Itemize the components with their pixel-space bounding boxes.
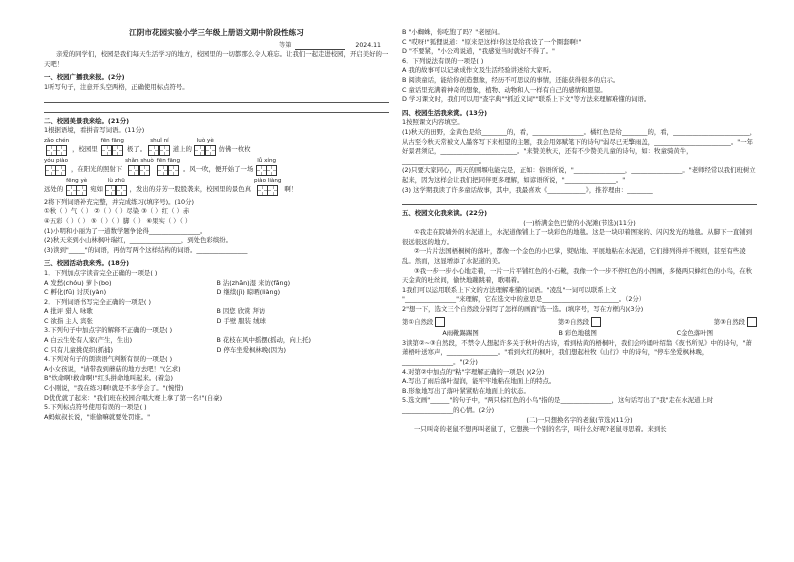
answer-box[interactable] xyxy=(435,317,445,327)
pinyin-label: fēn fāng xyxy=(100,137,124,144)
choice[interactable]: C金色落叶图 xyxy=(676,329,714,338)
section-4-title: 四、校园生活我来赏。(13分) xyxy=(402,108,488,117)
fill-row-2: ④五彩（ ）（ ） ⑤（ ）（ ）脚（ ） ⑥果实（ ）（ ） xyxy=(44,216,192,225)
row-text: 啊！ xyxy=(284,185,298,194)
option[interactable]: A 白云生处有人家(产生，生出) xyxy=(44,336,133,345)
option[interactable]: A 我的故事可以记录成作文及生活经验讲述给大家听。 xyxy=(402,66,556,75)
tianzige-box[interactable] xyxy=(266,165,277,176)
tianzige-box[interactable] xyxy=(139,165,150,176)
pinyin-label: shuǐ ní xyxy=(150,137,169,144)
pinyin-label: yóu piào xyxy=(44,157,69,164)
s5-q2: 2"想一下，选文三个自然段分别写了怎样的画面"选一选。(填序号，写在方框内)(3分) xyxy=(402,305,644,314)
pinyin-row-3 xyxy=(44,178,389,196)
s4-q1: 1按照课文内容填空。 xyxy=(402,118,464,127)
grade-blank[interactable] xyxy=(295,42,345,50)
picture-choices xyxy=(402,329,757,339)
s5-q3: 3读第②~③自然段，不禁令人想起许多关于秋叶的古诗，看到枯黄的梧桐叶，我们会吟诵叶绍翁《夜书所见》中的诗句，"萧萧梧叶送寒声，________________。"看到火红的枫叶，我们想起杜牧《山行》中的诗句，"停车坐爱枫林晚，________________。"(2分) xyxy=(402,338,752,366)
row-text: 仿佛一枚枚 xyxy=(218,145,251,154)
tianzige-box[interactable] xyxy=(267,185,278,196)
option[interactable]: C 欲指 主人 宾张 xyxy=(44,316,93,325)
pinyin-group xyxy=(44,138,69,156)
tianzige-box[interactable] xyxy=(168,165,179,176)
q6: 6．下列说法有误的一项是( ) xyxy=(402,56,484,65)
s3-q4: 4.下列对句子的朗读语气判断有误的一项是( ) xyxy=(44,355,173,364)
pinyin-row-2 xyxy=(44,158,389,176)
option[interactable]: A小女孩说，"请带我到蘑菇的地方去吧！"(乞求) xyxy=(44,364,181,373)
option[interactable]: B 花枝在风中摇摆(摇动，向上托) xyxy=(216,336,311,345)
answer-box[interactable] xyxy=(591,317,601,327)
para-label: 第②自然段 xyxy=(558,317,601,328)
option[interactable]: B"炊命啊!救命啊!"红头拼命地叫起来。(着急) xyxy=(44,374,174,383)
option[interactable]: D 继续(jì) 晾晒(liàng) xyxy=(216,288,281,297)
choice[interactable]: B 彩色地毯图 xyxy=(558,329,597,338)
answer-line[interactable] xyxy=(402,197,757,205)
option[interactable]: D "不要紧，"小公鸡说道，"我感觉当时就好不得了。" xyxy=(402,47,555,56)
fill-q2: (2)秋天来到小山林枫叶瑞红，________________，到处色彩缤纷。 xyxy=(44,236,232,245)
s4-part-b: (2)只要大家同心，两天的围堰电能完是，正如：俗语所说，"________________，________________。"老师经常以我们班树立起来，因为这样会让我们把同伴更多理解，如谚语所说，"________________。" xyxy=(402,166,756,184)
pinyin-label: fēng yè xyxy=(66,177,88,184)
pinyin-label: fēn fāng xyxy=(156,157,181,164)
passage-para-3: ③我一步一步小心地走着，一片一片平铺红色的小石靴，我像一个一步不停红色的小图画，多傻两只蜂红色的小鸟，在秋天金黄的吐丝间，偷快地蹦跳着，歌唱着。 xyxy=(402,266,753,285)
option[interactable]: A 批评 猎人 咏歌 xyxy=(44,307,93,316)
option[interactable]: B "小蜘蛛，你吃饱了吗？"老屋问。 xyxy=(402,28,504,36)
option[interactable]: A.写出了雨后落叶湿润，能牢牢地粘在地面上的特点。 xyxy=(402,377,556,386)
s5-q1-b: "________________"来理解，它在选文中的意思是________________________。（2分） xyxy=(402,295,646,304)
tianzige-box[interactable] xyxy=(76,185,87,196)
section-5-title: 五、校园文化我来读。(22分) xyxy=(402,209,488,218)
para-label: 第③自然段 xyxy=(714,317,757,328)
row-text: 道上的 xyxy=(172,145,192,154)
option[interactable]: D 学习课文时，我们可以用"查字典""抓近义词""联系上下文"等方法来理解难懂的词语。 xyxy=(402,95,651,104)
pinyin-group xyxy=(125,158,154,176)
passage-1-title: (一)桥满金色巴蒙的小泥滩(节选)(11分) xyxy=(523,218,636,227)
answer-line[interactable] xyxy=(44,95,389,103)
s2-q2: 2将下列词语补充完整，并完成练习(填序号)。(10分) xyxy=(44,197,194,206)
paragraph-boxes xyxy=(402,317,757,328)
option[interactable]: C "哎呀!"狐狸说道："原来是这样!你这是给我设了一个圈套啊!" xyxy=(402,37,582,46)
right-column xyxy=(402,28,757,435)
s4-part-c: (3) 这学期我读了许多童话故事，其中，我最喜欢《____________》，推荐理由：________ xyxy=(402,185,653,194)
tianzige-box[interactable] xyxy=(159,145,170,156)
s1-q1: 1听写句子，注意开头空两格，正确使用标点符号。 xyxy=(44,82,189,91)
para-label: 第①自然段 xyxy=(402,317,445,328)
tianzige-box[interactable] xyxy=(112,145,123,156)
section-2-title: 二、校园美景我来绘。(21分) xyxy=(44,116,130,125)
pinyin-group xyxy=(254,178,281,196)
tianzige-box[interactable] xyxy=(55,165,66,176)
option[interactable]: A蚂蚁叔长说，"谁偷嘛就要处罚谁。" xyxy=(44,412,151,421)
pinyin-group xyxy=(106,178,127,196)
option[interactable]: C 只有儿童挑促织(抓捕) xyxy=(44,345,113,354)
s3-q2-options xyxy=(44,307,389,326)
pinyin-group xyxy=(66,178,87,196)
row-text: 远处的 xyxy=(44,185,64,194)
s3-q2: 2．下列词语书写完全正确的一项是( ) xyxy=(44,297,151,306)
section-3-title: 三、校园活动我来秀。(18分) xyxy=(44,259,130,268)
option[interactable]: B 阅读童话，能给你创造想象，经历不可思议的事情，还能获得很多的启示。 xyxy=(402,75,620,84)
s2-q1: 1根据语境，看拼音写词语。(11分) xyxy=(44,126,145,135)
passage-para-2: ②一片片法国梧桐树的落叶，都像一个金色的小巴掌，熨贴地、平展地粘在水泥道，它们排列得并不规则，甚至有些凌乱。然而，这显增添了水泥道的美。 xyxy=(402,247,746,266)
option[interactable]: C小刚说，"我在练习啊!就是不多学会了。"(惋惜) xyxy=(44,384,184,393)
row-text: ，发出的芬芳一股股袭来，校园里的景色真 xyxy=(129,185,252,194)
exam-date: 2024.11 xyxy=(355,41,381,49)
pinyin-label: lù zhū xyxy=(107,177,125,184)
option[interactable]: D 手壁 服装 绒球 xyxy=(216,316,266,325)
intro-text: 亲爱的同学们，校园是我们每天生活学习的地方，校园里的一切都那么令人难忘。让我们一起走进校园，开启美好的一天吧！ xyxy=(44,50,389,68)
pinyin-group xyxy=(157,158,180,176)
s5-q5: 5.选文画"______"的句子中，"两只棕红色的小鸟"指的是________________，这句话写出了"我"走在水泥道上时________________的心情。(2分) xyxy=(402,396,714,414)
pinyin-label: piào liàng xyxy=(254,177,282,184)
fill-q3: (3)读到"_____"的词语，再仿写两个这样结构的词语。________________ xyxy=(44,245,248,254)
option[interactable]: B 沾(zhān)湿 来访(fǎng) xyxy=(216,278,291,287)
section-1-title: 一、校园广播我来报。(2分) xyxy=(44,73,125,82)
page-title: 江阴市花园实验小学三年级上册语文期中阶段性练习 xyxy=(129,28,304,37)
passage-2-title: (二)一只想换名字的老鼠(节选)(11分) xyxy=(526,415,633,424)
passage-para-1: ①我走在院墙外的水泥道上，水泥道像铺上了一块彩色的地毯。这是一块印着图案的、闪闪发光的地毯。从脚下一直铺到很远很远的地方。 xyxy=(402,228,753,246)
s3-q1-options xyxy=(44,279,389,298)
s3-q5: 5.下列标点符号使用有误的一项是( ) xyxy=(44,403,147,412)
fill-q1: (1)小明和小丽为了一道数学题争论得________________。 xyxy=(44,226,207,235)
option[interactable]: B.形象地写出了落叶紧紧贴在地面上的状态。 xyxy=(402,386,530,395)
answer-line[interactable] xyxy=(44,105,389,113)
pinyin-group xyxy=(149,138,170,156)
tianzige-box[interactable] xyxy=(56,145,67,156)
s5-q4: 4.对第②中加点的"粘"字理解正确的一项是( )(2分) xyxy=(402,367,545,376)
grade-date-line xyxy=(44,41,381,51)
choice[interactable]: A雨靴踢踢图 xyxy=(442,329,479,338)
option[interactable]: C 童话里充满着神奇的想象，植物、动物和人一样有自己的感情和愿望。 xyxy=(402,85,607,94)
s3-q3-options xyxy=(44,336,389,355)
grade-label: 等第 xyxy=(279,41,292,49)
pinyin-group xyxy=(101,138,124,156)
pinyin-group xyxy=(44,158,68,176)
s3-q1: 1．下列加点字读音完全正确的一项是( ) xyxy=(44,268,158,277)
option[interactable]: C 孵化(fū) 讨厌(yàn) xyxy=(44,288,107,297)
tianzige-box[interactable] xyxy=(205,145,216,156)
pinyin-label: lǚ xíng xyxy=(257,157,277,164)
option[interactable]: A 发愁(chóu) 萝卜(bo) xyxy=(44,278,112,287)
tianzige-box[interactable] xyxy=(116,185,127,196)
fill-row-1: ①秋（ ）气（ ） ②（ ）（ ）尽染 ③（ ）红（ ）赤 xyxy=(44,207,190,216)
pinyin-label: shǎn shuò xyxy=(125,157,154,164)
pinyin-label: zǎo chén xyxy=(44,137,70,144)
row-text: ，校园里 xyxy=(72,145,98,154)
row-text: 极了。 xyxy=(126,145,147,154)
row-text: ，在阳光的照射下 xyxy=(71,165,123,174)
row-text: 。风一吹，便开始了一场 xyxy=(183,165,254,174)
s3-q3: 3.下列句子中加点字的解释不正确的一项是( ) xyxy=(44,326,173,335)
option[interactable]: D优优就了起来："我们班在校园合唱大赛上拿了第一名!"(自豪) xyxy=(44,393,223,402)
answer-box[interactable] xyxy=(747,317,757,327)
row-text: 宛如 xyxy=(90,185,103,194)
s4-part-a: (1)秋天的田野，金黄色是给________的，看，________________。橘红色是给________的，看，________________________，从古至今秋天常被文人墨客写下来相望的主题，我会用郊赋笔下的诗句"弱尽已无擎雨盖，________________________。"一年好景君须记，________________________。"来赞美秋天，还有不少赞美儿童的诗句，如：牧童骑黄牛，________________________。 xyxy=(402,127,757,165)
option[interactable]: D 停车坐爱枫林晚(因为) xyxy=(216,345,286,354)
s5-q1: 1我们可以运用联系上下文的方法理解难懂的词语。"凌乱"一词可以联系上文 xyxy=(402,285,617,294)
pinyin-group xyxy=(256,158,277,176)
option[interactable]: B 因您 欣赏 拜访 xyxy=(216,307,266,316)
pinyin-row-1 xyxy=(44,138,389,156)
pinyin-group xyxy=(195,138,216,156)
pinyin-label: luò yè xyxy=(196,137,214,144)
left-column xyxy=(44,28,389,422)
passage-2-para-1: 一只叫奇的老鼠不想再叫老鼠了，它想换一个别的名字，叫什么好呢?老鼠寻思着。来到长 xyxy=(414,425,667,434)
